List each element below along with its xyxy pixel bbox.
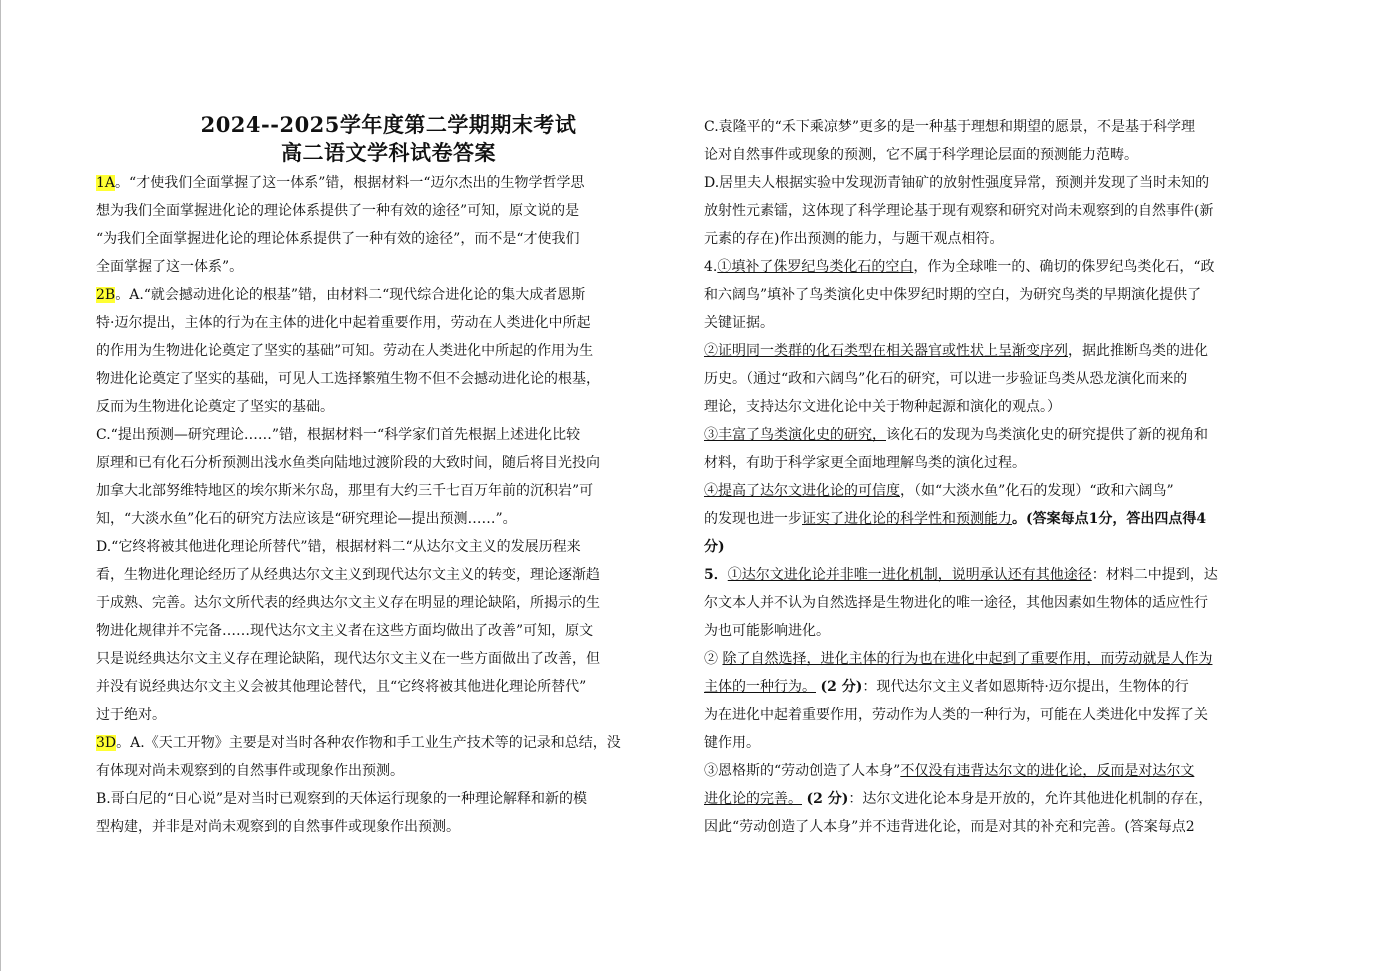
answer-q5-point-1: 5．①达尔文进化论并非唯一进化机制，说明承认还有其他途径：材料二中提到，达 尔文本人并不认为自然选择是生物进化的唯一途径，其他因素如生物体的适应性行 为也可能影响进化。 (704, 567, 1218, 639)
answer-q5-point-3: ③恩格斯的“劳动创造了人本身”不仅没有违背达尔文的进化论，反而是对达尔文 进化论的完善。 (2 分)：达尔文进化论本身是开放的，允许其他进化机制的存在， 因此“劳动创造了人本身”并不违背进化论，而是对其的补充和完善。(答案每点2 (704, 763, 1213, 835)
answer-q2-option-d: D.“它终将被其他进化理论所替代”错，根据材料二“从达尔文主义的发展历程来 看，生物进化理论经历了从经典达尔文主义到现代达尔文主义的转变，理论逐渐趋 于成熟、完善。达尔文所代表的经典达尔文主义存在明显的理论缺陷，所揭示的生 物进化规律并不完备……现代达尔文主义者在这些方面均做出了改善”可知，原文 只是说经典达尔文主义存在理论缺陷，现代达尔文主义在一些方面做出了改善，但 并没有说经典达尔文主义会被其他理论替代，且“它终将被其他进化理论所替代” 过于绝对。 (96, 539, 600, 723)
answer-q3-option-b: B.哥白尼的“日心说”是对当时已观察到的天体运行现象的一种理论解释和新的模 型构建，并非是对尚未观察到的自然事件或现象作出预测。 (96, 791, 588, 835)
answer-q4-point-4: ④提高了达尔文进化论的可信度，（如“大淡水鱼”化石的发现）“政和六阔鸟” 的发现也进一步证实了进化论的科学性和预测能力。(答案每点1分，答出四点得4 分) (704, 483, 1207, 555)
answer-number-2: 2B (96, 287, 116, 303)
answer-q4-point-1: 4.①填补了侏罗纪鸟类化石的空白，作为全球唯一的、确切的侏罗纪鸟类化石，“政 和六阔鸟”填补了鸟类演化史中侏罗纪时期的空白，为研究鸟类的早期演化提供了 关键证据。 (704, 259, 1215, 331)
exam-subtitle: 高二语文学科试卷答案 (281, 140, 496, 165)
answer-q5-point-2: ② 除了自然选择，进化主体的行为也在进化中起到了重要作用，而劳动就是人作为 主体的一种行为。 (2 分)：现代达尔文主义者如恩斯特·迈尔提出，生物体的行 为在进化中起着重要作用，劳动作为人类的一种行为，可能在人类进化中发挥了关 键作用。 (704, 651, 1213, 751)
answer-q3: 3D。A.《天工开物》主要是对当时各种农作物和手工业生产技术等的记录和总结，没 有体现对尚未观察到的自然事件或现象作出预测。 (96, 735, 621, 779)
answer-q2-option-c: C.“提出预测—研究理论……”错，根据材料一“科学家们首先根据上述进化比较 原理和已有化石分析预测出浅水鱼类向陆地过渡阶段的大致时间，随后将目光投向 加拿大北部努维特地区的埃尔斯米尔岛，那里有大约三千七百万年前的沉积岩”可 知，“大淡水鱼”化石的研究方法应该是“研究理论—提出预测……”。 (96, 427, 600, 527)
answer-q3-option-c: C.袁隆平的“禾下乘凉梦”更多的是一种基于理想和期望的愿景，不是基于科学理 论对自然事件或现象的预测，它不属于科学理论层面的预测能力范畴。 (704, 119, 1195, 163)
answer-q1: 1A。“才使我们全面掌握了这一体系”错，根据材料一“迈尔杰出的生物学哲学思 想为我们全面掌握进化论的理论体系提供了一种有效的途径”可知，原文说的是 “为我们全面掌握进化论的理论体系提供了一种有效的途径”，而不是“才使我们 全面掌握了这一体系”。 (96, 175, 585, 275)
answer-number-3: 3D (96, 735, 117, 751)
page-edge (0, 0, 1, 971)
answer-q4-point-2: ②证明同一类群的化石类型在相关器官或性状上呈渐变序列，据此推断鸟类的进化 历史。（通过“政和六阔鸟”化石的研究，可以进一步验证鸟类从恐龙演化而来的 理论，支持达尔文进化论中关于物种起源和演化的观点。） (704, 343, 1208, 415)
answer-q3-option-d: D.居里夫人根据实验中发现沥青铀矿的放射性强度异常，预测并发现了当时未知的 放射性元素镭，这体现了科学理论基于现有观察和研究对尚未观察到的自然事件(新 元素的存在)作出预测的能力，与题干观点相符。 (704, 175, 1214, 247)
answer-q4-point-3: ③丰富了鸟类演化史的研究，该化石的发现为鸟类演化史的研究提供了新的视角和 材料，有助于科学家更全面地理解鸟类的演化过程。 (704, 427, 1208, 471)
answer-number-1: 1A (96, 175, 116, 191)
answer-q2: 2B。A.“就会撼动进化论的根基”错，由材料二“现代综合进化论的集大成者恩斯 特·迈尔提出，主体的行为在主体的进化中起着重要作用，劳动在人类进化中所起 的作用为生物进化论奠定了坚实的基础”可知。劳动在人类进化中所起的作用为生 物进化论奠定了坚实的基础，可见人工选择繁殖生物不但不会撼动进化论的根基， 反而为生物进化论奠定了坚实的基础。 (96, 287, 600, 415)
exam-title: 2024--2025学年度第二学期期末考试 (200, 112, 577, 137)
